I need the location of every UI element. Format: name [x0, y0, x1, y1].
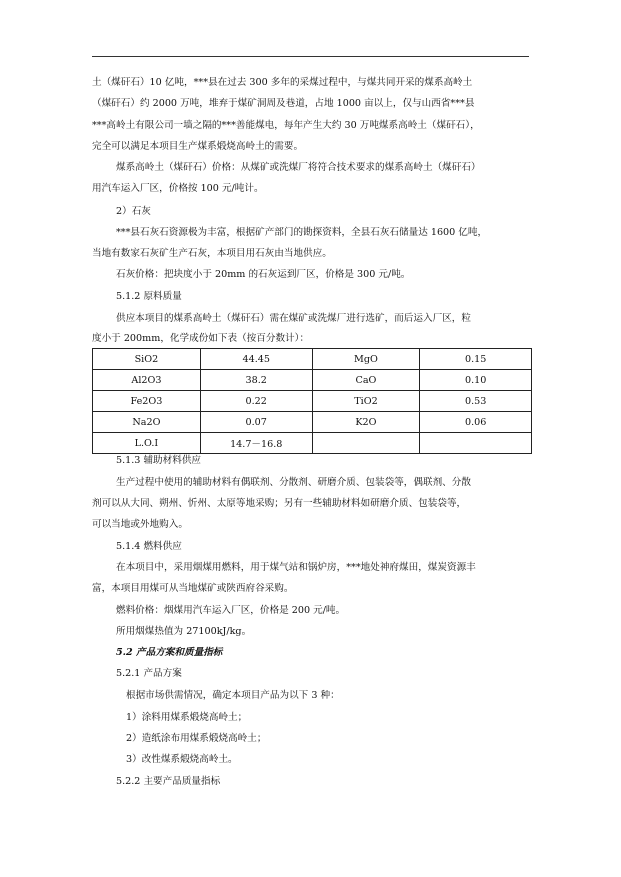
- header-rule: [92, 56, 529, 57]
- table-row: [93, 391, 532, 412]
- table-cell: [312, 433, 420, 454]
- paragraph-line: 所用烟煤热值为 27100kJ/kg。: [116, 626, 252, 637]
- table-cell: Al2O3: [93, 370, 201, 391]
- paragraph-line: 剂可以从大同、朔州、忻州、太原等地采购；另有一些辅助材料如研磨介质、包装袋等，: [92, 498, 467, 509]
- table-row: [93, 433, 532, 454]
- paragraph-line: 度小于 200mm，化学成份如下表（按百分数计）：: [92, 333, 310, 344]
- section-heading: 5.2.2 主要产品质量指标: [116, 776, 221, 787]
- paragraph-line: 燃料价格：烟煤用汽车运入厂区，价格是 200 元/吨。: [116, 605, 346, 616]
- table-cell: L.O.I: [93, 433, 201, 454]
- table-cell: 44.45: [200, 349, 312, 370]
- table-cell: [420, 433, 532, 454]
- paragraph-line: ***高岭土有限公司一墙之隔的***善能煤电，每年产生大约 30 万吨煤系高岭土（煤矸石），: [92, 120, 480, 131]
- table-cell: SiO2: [93, 349, 201, 370]
- paragraph-line: 当地有数家石灰矿生产石灰，本项目用石灰由当地供应。: [92, 248, 332, 259]
- list-item: 2）造纸涂布用煤系煅烧高岭土；: [126, 733, 267, 744]
- list-item: 3）改性煤系煅烧高岭土。: [126, 754, 238, 765]
- table-cell: 0.10: [420, 370, 532, 391]
- paragraph-line: 生产过程中使用的辅助材料有偶联剂、分散剂、研磨介质、包装袋等，偶联剂、分散: [116, 477, 471, 488]
- table-cell: 14.7－16.8: [200, 433, 312, 454]
- table-cell: CaO: [312, 370, 420, 391]
- paragraph-line: 富，本项目用煤可从当地煤矿或陕西府谷采购。: [92, 583, 294, 594]
- paragraph-line: 煤系高岭土（煤矸石）价格：从煤矿或洗煤厂将符合技术要求的煤系高岭土（煤矸石）: [116, 162, 481, 173]
- table-row: [93, 370, 532, 391]
- paragraph-line: 可以当地或外地购入。: [92, 519, 188, 530]
- paragraph-line: 供应本项目的煤系高岭土（煤矸石）需在煤矿或洗煤厂进行选矿，而后运入厂区，粒: [116, 313, 471, 324]
- section-heading: 5.1.4 燃料供应: [116, 541, 182, 552]
- table-cell: K2O: [312, 412, 420, 433]
- table-row: [93, 349, 532, 370]
- table-cell: 0.53: [420, 391, 532, 412]
- paragraph-line: ***县石灰石资源极为丰富，根据矿产部门的勘探资料，全县石灰石储量达 1600 亿吨，: [116, 227, 488, 238]
- section-heading: 5.2.1 产品方案: [116, 668, 182, 679]
- table-cell: TiO2: [312, 391, 420, 412]
- paragraph-line: 用汽车运入厂区，价格按 100 元/吨计。: [92, 183, 264, 194]
- subsection-label: 2）石灰: [116, 206, 151, 217]
- paragraph-line: 完全可以满足本项目生产煤系煅烧高岭土的需要。: [92, 141, 304, 152]
- table-cell: MgO: [312, 349, 420, 370]
- table-cell: Na2O: [93, 412, 201, 433]
- table-cell: 0.06: [420, 412, 532, 433]
- composition-table: [92, 348, 532, 454]
- section-heading: 5.2 产品方案和质量指标: [116, 647, 223, 658]
- list-item: 1）涂料用煤系煅烧高岭土；: [126, 712, 248, 723]
- paragraph-line: 根据市场供需情况，确定本项目产品为以下 3 种：: [126, 690, 340, 701]
- section-heading: 5.1.3 辅助材料供应: [116, 455, 202, 466]
- table-cell: 0.15: [420, 349, 532, 370]
- table-cell: 0.22: [200, 391, 312, 412]
- section-heading: 5.1.2 原料质量: [116, 291, 182, 302]
- paragraph-line: （煤矸石）约 2000 万吨，堆弃于煤矿洞周及巷道，占地 1000 亩以上，仅与山西省***县: [92, 98, 475, 109]
- table-row: [93, 412, 532, 433]
- table-cell: 38.2: [200, 370, 312, 391]
- paragraph-line: 土（煤矸石）10 亿吨，***县在过去 300 多年的采煤过程中，与煤共同开采的煤系高岭土: [92, 77, 473, 88]
- paragraph-line: 在本项目中，采用烟煤用燃料，用于煤气站和锅炉房，***地处神府煤田，煤炭资源丰: [116, 562, 476, 573]
- table-cell: 0.07: [200, 412, 312, 433]
- table-cell: Fe2O3: [93, 391, 201, 412]
- paragraph-line: 石灰价格：把块度小于 20mm 的石灰运到厂区，价格是 300 元/吨。: [116, 269, 411, 280]
